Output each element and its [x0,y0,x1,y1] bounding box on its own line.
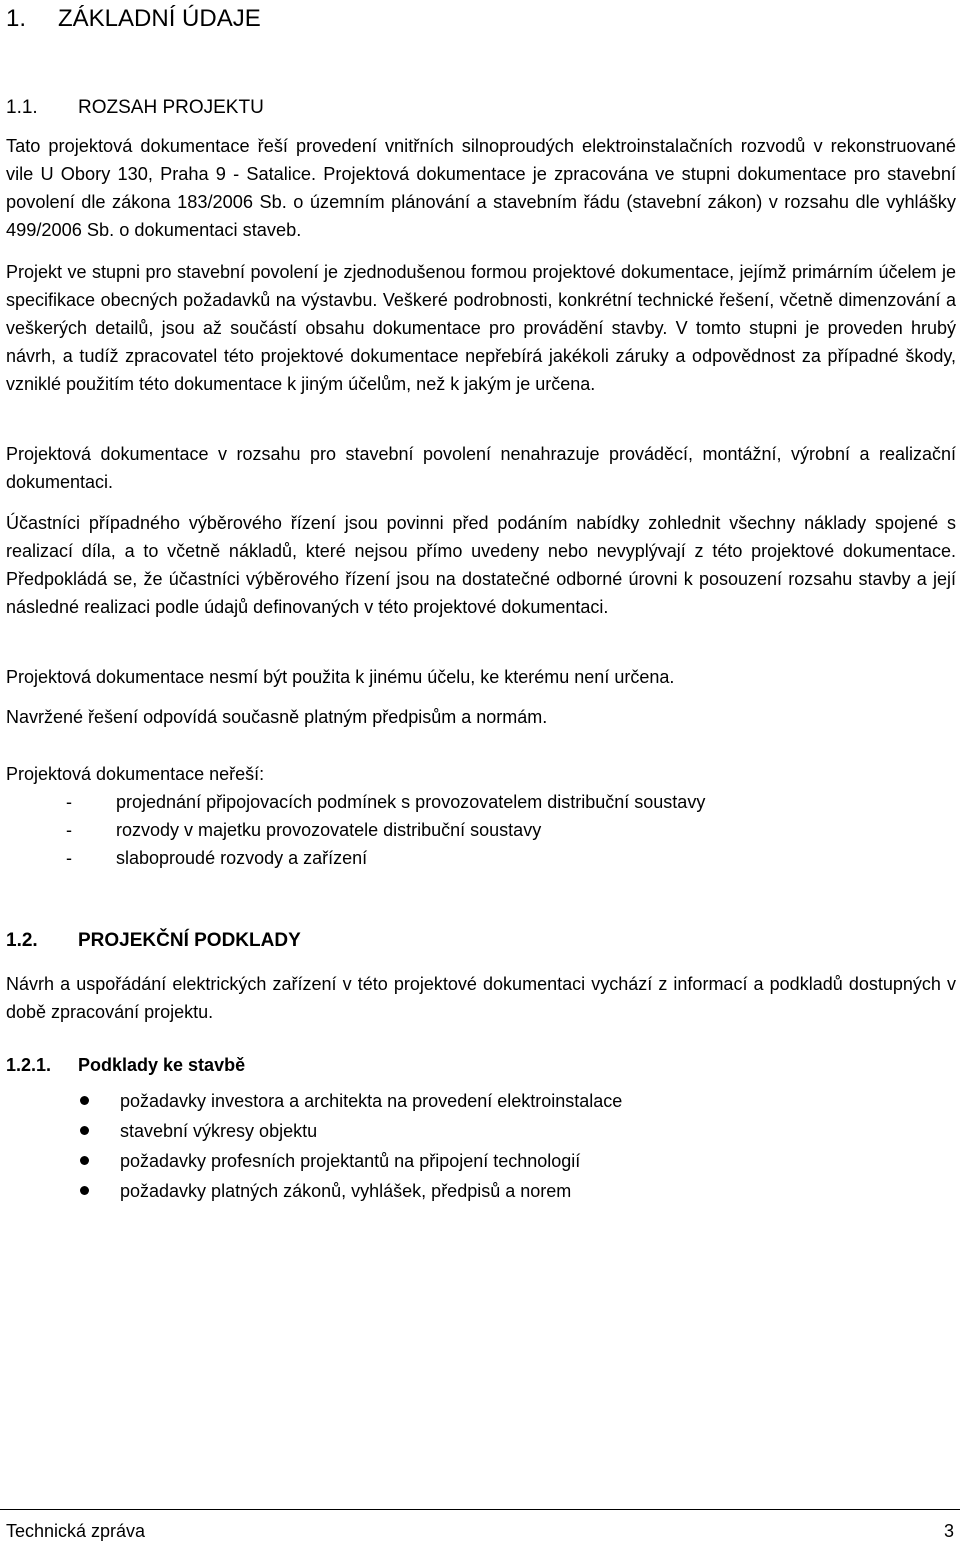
page-number: 3 [943,1521,954,1541]
bullet-icon [80,1156,89,1165]
section-number: 1.1. [6,97,38,118]
paragraph-not-covered-intro: Projektová dokumentace neřeší: [6,764,265,784]
paragraph-project-stage: Projekt ve stupni pro stavební povolení je zjednodušenou formou projektové dokumentace, jejímž primárním účelem je specifikace obecných požadavků na výstavbu. Veškeré podrobnosti, konkrétní technické řešení, včetně dimenzování a veškerých detailů, jsou až součástí obsahu dokumentace pro provádění stavby. V tomto stupni je proveden hrubý návrh, a tudíž zpracovatel této projektové dokumentace nepřebírá jakékoli záruky a odpovědnost za případné škody, vzniklé použitím této dokumentace k jiným účelům, než k jakým je určena. [6,262,956,394]
bullet-icon [80,1126,89,1135]
heading-1 [6,4,261,34]
paragraph-tender-participants: Účastníci případného výběrového řízení jsou povinni před podáním nabídky zohlednit všechny náklady spojené s realizací díla, a to včetně nákladů, které nejsou přímo uvedeny nebo nevyplývají z této projektové dokumentace. Předpokládá se, že účastníci výběrového řízení jsou na dostatečné odborné úrovni k posouzení rozsahu stavby a její následné realizaci podle údajů definovaných v této projektové dokumentaci. [6,513,956,617]
list-item: požadavky profesních projektantů na připojení technologií [76,1146,622,1176]
section-title: ROZSAH PROJEKTU [78,97,264,118]
paragraph-not-replacing: Projektová dokumentace v rozsahu pro stavební povolení nenahrazuje prováděcí, montážní, výrobní a realizační dokumentaci. [6,444,956,492]
heading-number: 1. [6,5,27,32]
dash-marker: - [66,820,72,840]
list-item: - projednání připojovacích podmínek s provozovatelem distribuční soustavy [66,788,705,816]
list-item: - rozvody v majetku provozovatele distribuční soustavy [66,816,705,844]
dash-marker: - [66,848,72,868]
subsection-title: Podklady ke stavbě [78,1055,246,1075]
list-item: požadavky platných zákonů, vyhlášek, předpisů a norem [76,1176,622,1206]
section-heading-1-1 [6,95,264,121]
not-covered-list [66,788,705,872]
list-item: požadavky investora a architekta na provedení elektroinstalace [76,1086,622,1116]
footer-divider [0,1509,960,1510]
list-item: - slaboproudé rozvody a zařízení [66,844,705,872]
construction-documents-list [76,1086,622,1206]
list-item: stavební výkresy objektu [76,1116,622,1146]
paragraph-usage-restriction: Projektová dokumentace nesmí být použita k jinému účelu, ke kterému není určena. [6,667,675,687]
paragraph-design-basis: Návrh a uspořádání elektrických zařízení v této projektové dokumentaci vychází z informací a podkladů dostupných v době zpracování projektu. [6,974,956,1022]
subsection-heading-1-2-1 [6,1052,245,1078]
footer-title: Technická zpráva [6,1521,146,1541]
paragraph-scope-intro: Tato projektová dokumentace řeší provedení vnitřních silnoproudých elektroinstalačních rozvodů v rekonstruované vile U Obory 130, Praha 9 - Satalice. Projektová dokumentace je zpracována ve stupni dokumentace pro stavební povolení dle zákona 183/2006 Sb. o územním plánování a stavebním řádu (stavební zákon) v rozsahu dle vyhlášky 499/2006 Sb. o dokumentaci staveb. [6,136,956,240]
section-number: 1.2. [6,930,38,951]
heading-title: ZÁKLADNÍ ÚDAJE [58,5,261,32]
section-heading-1-2 [6,928,301,954]
dash-marker: - [66,792,72,812]
subsection-number: 1.2.1. [6,1055,52,1075]
section-title: PROJEKČNÍ PODKLADY [78,930,301,951]
paragraph-compliance: Navržené řešení odpovídá současně platným předpisům a normám. [6,707,548,727]
bullet-icon [80,1186,89,1195]
bullet-icon [80,1096,89,1105]
